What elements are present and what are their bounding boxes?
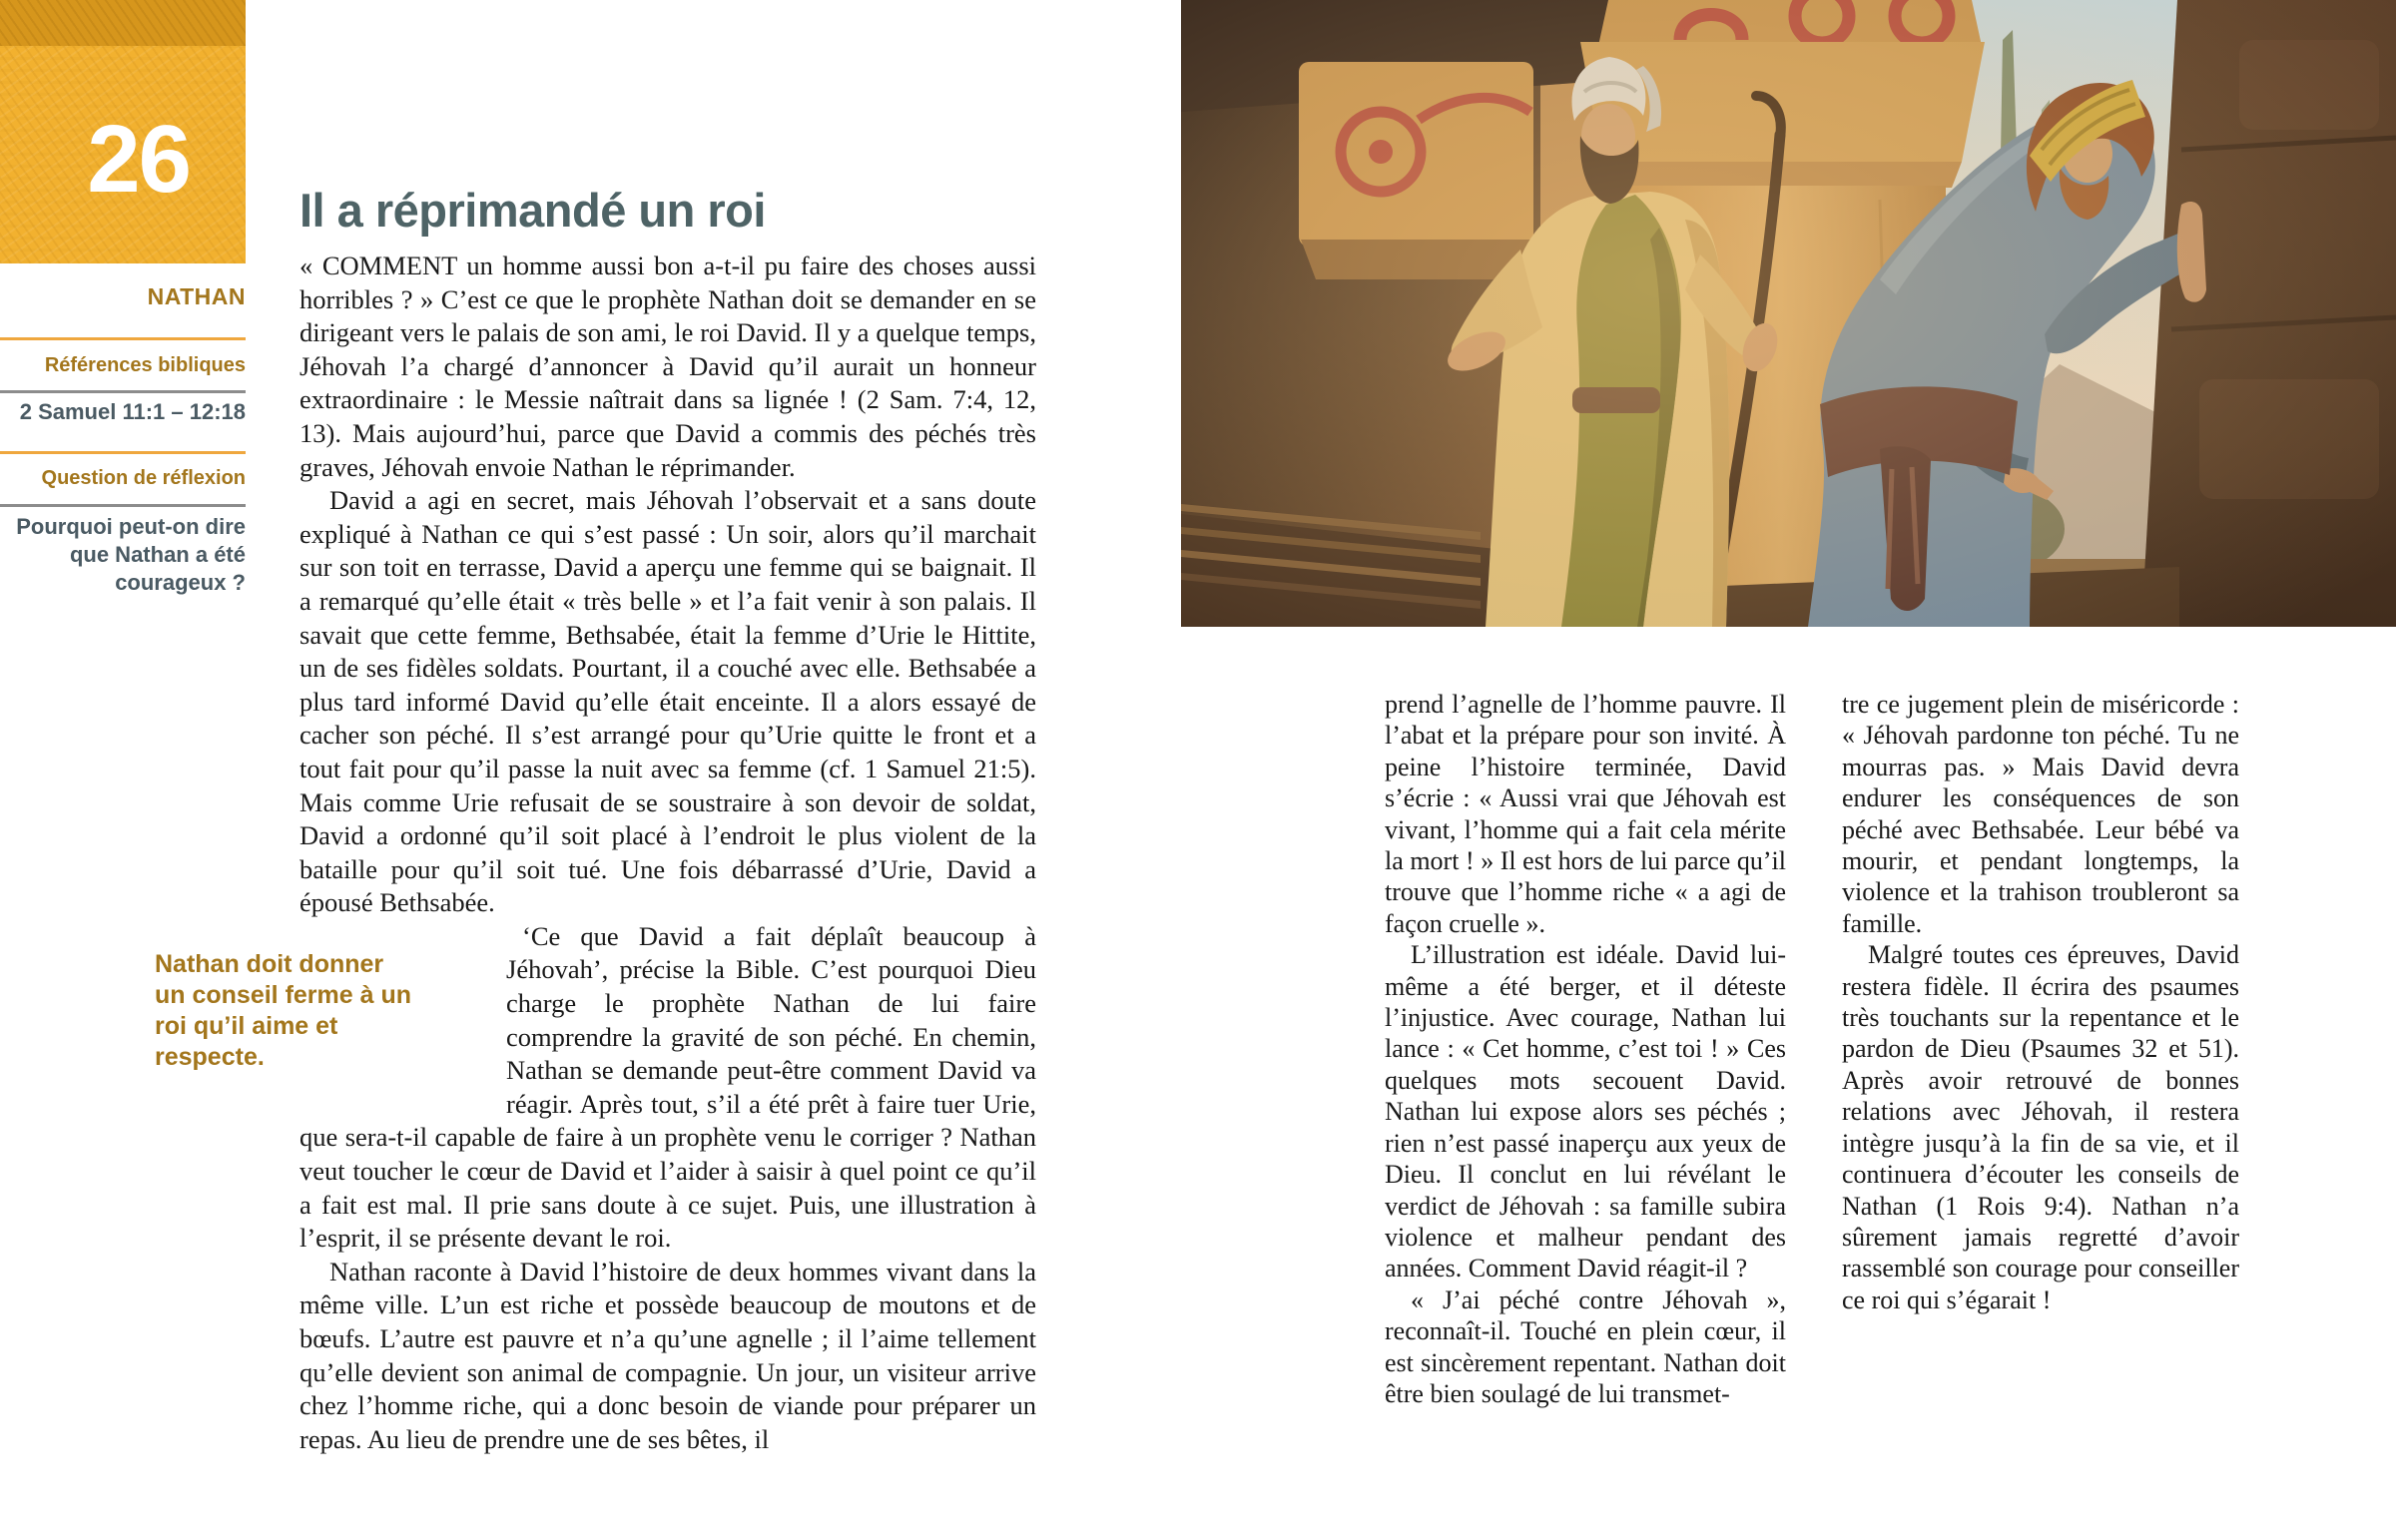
page-title: Il a réprimandé un roi <box>300 184 766 238</box>
chapter-number: 26 <box>87 106 190 213</box>
article-right-column-2 <box>1842 689 2239 1315</box>
chapter-block-top-strip <box>0 0 246 46</box>
sidebar-person-name: NATHAN <box>147 283 246 309</box>
paragraph-6: L’illustration est idéale. David lui-même a été berger, et il déteste l’injustice. Avec courage, Nathan lui lance : « Cet homme, c’est toi ! » Ces quelques mots secouent David. Nathan lui expose alors ses péchés ; rien n’est passé inaperçu aux yeux de Dieu. Il conclut en lui révélant le verdict de Jéhovah : sa famille subira violence et malheur pendant des années. Comment David réagit-il ? <box>1385 940 1786 1283</box>
divider-gray-2 <box>0 504 246 507</box>
paragraph-3-text: ‘Ce que David a fait déplaît beaucoup à Jéhovah’, précise la Bible. C’est pourquoi Dieu charge le prophète Nathan de lui faire comprendre la gravité de son péché. En chemin, Nathan se demande peut-être comment David va réagir. Après tout, s’il a été prêt à faire tuer Urie, que sera-t-il capable de faire à un prophète venu le corriger ? Nathan veut toucher le cœur de David et l’aider à saisir à quel point ce qu’il a fait est mal. Il prie sans doute à ce sujet. Puis, une illustration à l’esprit, il se présente devant le roi. <box>300 920 1036 1254</box>
illustration-canvas <box>1181 0 2396 627</box>
sidebar-question-value: Pourquoi peut-on dire que Nathan a été courageux ? <box>16 514 246 595</box>
divider-gold-1 <box>0 337 246 340</box>
paragraph-9: Malgré toutes ces épreuves, David restera fidèle. Il écrira des psaumes très touchants sur la repentance et le pardon de Dieu (Psaumes 32 et 51). Après avoir retrouvé de bonnes relations avec Jéhovah, il restera intègre jusqu’à la fin de sa vie, et il continuera d’écouter les conseils de Nathan (1 Rois 9:4). Nathan n’a sûrement jamais regretté d’avoir rassemblé son courage pour conseiller ce roi qui s’égarait ! <box>1842 940 2239 1314</box>
pull-quote: Nathan doit donner un conseil ferme à un roi qu’il aime et respecte. <box>155 950 412 1071</box>
chapter-number-block <box>0 0 246 263</box>
sidebar-references-label: Références bibliques <box>44 354 246 376</box>
sidebar-references-value: 2 Samuel 11:1 – 12:18 <box>19 399 246 424</box>
paragraph-5: prend l’agnelle de l’homme pauvre. Il l’abat et la prépare pour son invité. À peine l’histoire terminée, David s’écrie : « Aussi vrai que Jéhovah est vivant, l’homme qui a fait cela mérite la mort ! » Il est hors de lui parce qu’il trouve que l’homme riche « a agi de façon cruelle ». <box>1385 690 1786 938</box>
paragraph-4: Nathan raconte à David l’histoire de deux hommes vivant dans la même ville. L’un est riche et possède beaucoup de moutons et de bœufs. L’autre est pauvre et n’a qu’une agnelle ; il l’aime tellement qu’elle devient son animal de compagnie. Un jour, un visiteur arrive chez l’homme riche, qui a donc besoin de viande pour préparer un repas. Au lieu de prendre une de ses bêtes, il <box>300 1256 1036 1454</box>
paragraph-7: « J’ai péché contre Jéhovah », reconnaît-il. Touché en plein cœur, il est sincèrement repentant. Nathan doit être bien soulagé de lui transmet- <box>1385 1284 1786 1408</box>
nathan-david-illustration <box>1181 0 2396 627</box>
paragraph-1: « COMMENT un homme aussi bon a-t-il pu faire des choses aussi horribles ? » C’est ce que le prophète Nathan doit se demander en se dirigeant vers le palais de son ami, le roi David. Il y a quelque temps, Jéhovah l’a chargé d’annoncer à David qu’il aurait un honneur extraordinaire : le Messie naîtrait dans sa lignée ! (2 Sam. 7:4, 12, 13). Mais aujourd’hui, parce que David a commis des péchés très graves, Jéhovah envoie Nathan le réprimander. <box>300 251 1036 482</box>
divider-gray-1 <box>0 390 246 393</box>
sidebar-question-label: Question de réflexion <box>41 467 246 489</box>
article-right-column-1 <box>1385 689 1786 1409</box>
divider-gold-2 <box>0 451 246 454</box>
paragraph-2: David a agi en secret, mais Jéhovah l’observait et a sans doute expliqué à Nathan ce qui s’est passé : Un soir, alors qu’il marchait sur son toit en terrasse, David a aperçu une femme qui se baignait. Il a remarqué qu’elle était « très belle » et l’a fait venir à son palais. Il savait que cette femme, Bethsabée, était la femme d’Urie le Hittite, un de ses fidèles soldats. Pourtant, il a couché avec elle. Bethsabée a plus tard informé David qu’elle était enceinte. Il a alors essayé de cacher son péché. Il s’est arrangé pour qu’Urie quitte le front et a tout fait pour qu’il passe la nuit avec sa femme (cf. 1 Samuel 21:5). Mais comme Urie refusait de se soustraire à son devoir de soldat, David a ordonné qu’il soit placé à l’endroit le plus violent de la bataille pour qu’il soit tué. Une fois débarrassé d’Urie, David a épousé Bethsabée. <box>300 485 1036 918</box>
paragraph-8: tre ce jugement plein de miséricorde : « Jéhovah pardonne ton péché. Tu ne mourras pas. » Mais David devra endurer les conséquences de son péché avec Bethsabée. Leur bébé va mourir, et pendant longtemps, la violence et la trahison troubleront sa famille. <box>1842 690 2239 938</box>
article-left-column <box>300 250 1036 1456</box>
